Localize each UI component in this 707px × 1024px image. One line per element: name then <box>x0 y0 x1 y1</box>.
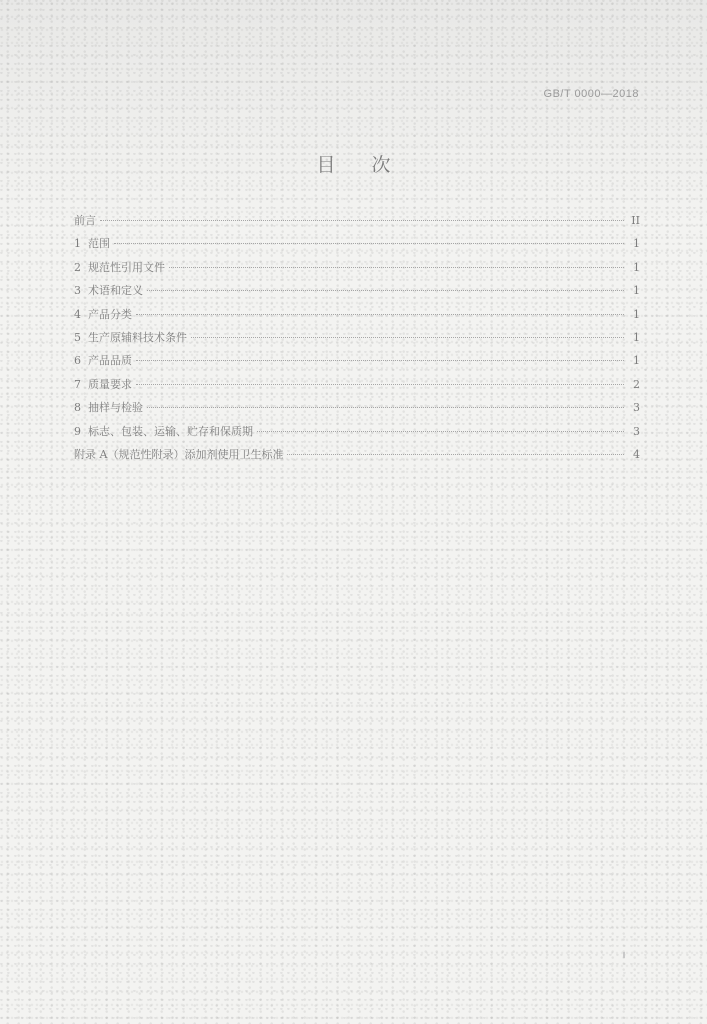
toc-label: 术语和定义 <box>88 284 143 298</box>
toc-section-number: 1 <box>74 237 81 251</box>
toc-label: 范围 <box>88 237 110 251</box>
toc-leader-dots <box>147 290 624 291</box>
scan-speck <box>623 952 625 958</box>
toc-leader-dots <box>114 243 624 244</box>
toc-section-number: 3 <box>74 284 81 298</box>
toc-row-4[interactable] <box>74 306 640 329</box>
toc-row-1[interactable] <box>74 235 640 258</box>
toc-page-number: 1 <box>633 330 640 344</box>
table-of-contents <box>74 212 640 469</box>
toc-row-2[interactable] <box>74 259 640 282</box>
toc-leader-dots <box>169 267 624 268</box>
toc-page-number: 3 <box>633 401 640 415</box>
toc-page-number: 1 <box>633 354 640 368</box>
toc-label: 产品品质 <box>88 354 132 368</box>
toc-page-number: 4 <box>633 447 640 461</box>
toc-row-5[interactable] <box>74 329 640 352</box>
toc-label: 附录 A（规范性附录）添加剂使用卫生标准 <box>74 447 284 461</box>
toc-label: 前言 <box>74 214 96 227</box>
toc-page-number: 1 <box>633 284 640 298</box>
toc-page-number: 1 <box>633 307 640 321</box>
toc-page-number: II <box>631 214 640 227</box>
toc-section-number: 4 <box>74 307 81 321</box>
toc-row-appendix-a[interactable] <box>74 446 640 469</box>
toc-page-number: 3 <box>633 424 640 438</box>
toc-leader-dots <box>287 454 624 455</box>
page-title: 目次 <box>316 154 427 176</box>
toc-label: 产品分类 <box>88 307 132 321</box>
toc-leader-dots <box>100 220 624 221</box>
toc-leader-dots <box>191 337 624 338</box>
toc-leader-dots <box>257 431 624 432</box>
toc-leader-dots <box>136 384 624 385</box>
toc-section-number: 8 <box>74 401 81 415</box>
toc-page-number: 1 <box>633 260 640 274</box>
toc-section-number: 2 <box>74 260 81 274</box>
toc-leader-dots <box>147 407 624 408</box>
toc-leader-dots <box>136 360 624 361</box>
toc-leader-dots <box>136 314 624 315</box>
toc-label: 规范性引用文件 <box>88 260 165 274</box>
toc-row-6[interactable] <box>74 352 640 375</box>
toc-label: 抽样与检验 <box>88 401 143 415</box>
toc-label: 标志、包装、运输、贮存和保质期 <box>88 424 253 438</box>
toc-label: 生产原辅料技术条件 <box>88 330 187 344</box>
toc-row-9[interactable] <box>74 423 640 446</box>
toc-row-foreword[interactable] <box>74 212 640 235</box>
toc-section-number: 7 <box>74 377 81 391</box>
toc-page-number: 1 <box>633 237 640 251</box>
toc-row-3[interactable] <box>74 282 640 305</box>
toc-section-number: 5 <box>74 330 81 344</box>
toc-section-number: 6 <box>74 354 81 368</box>
toc-label: 质量要求 <box>88 377 132 391</box>
document-code: GB/T 0000—2018 <box>543 88 639 100</box>
toc-page-number: 2 <box>633 377 640 391</box>
toc-section-number: 9 <box>74 424 81 438</box>
toc-row-8[interactable] <box>74 399 640 422</box>
toc-row-7[interactable] <box>74 376 640 399</box>
